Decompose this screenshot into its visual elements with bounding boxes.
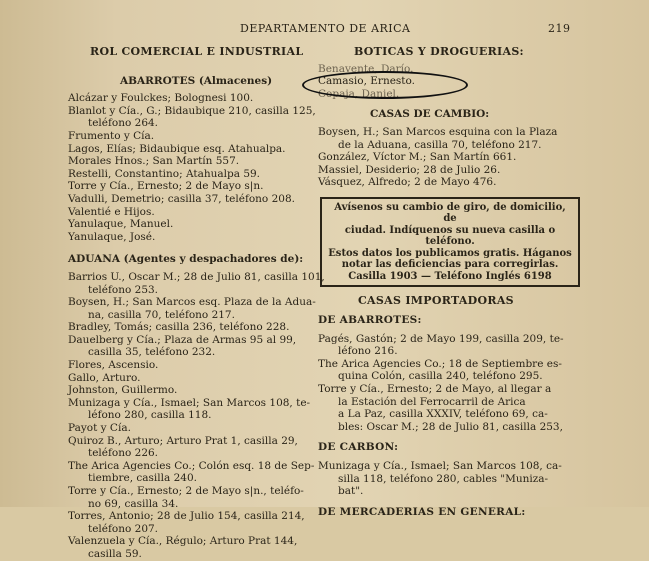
list-item: Torre y Cía., Ernesto; 2 de Mayo s|n.: [68, 180, 264, 193]
list-item: bles: Oscar M.; 28 de Julio 81, casilla 253,: [338, 420, 563, 433]
list-item: Dauelberg y Cía.; Plaza de Armas 95 al 99,: [68, 333, 297, 346]
list-item: Vadulli, Demetrio; casilla 37, teléfono 208.: [68, 192, 295, 205]
list-item: a La Paz, casilla XXXIV, teléfono 69, ca-: [338, 408, 548, 421]
list-item: Munizaga y Cía., Ismael; San Marcos 108, te-: [68, 396, 311, 409]
list-item: teléfono 264.: [88, 117, 159, 130]
list-item: Boysen, H.; San Marcos esq. Plaza de la Adua-: [68, 296, 316, 309]
list-item: Restelli, Constantino; Atahualpa 59.: [68, 167, 261, 180]
list-item: léfono 216.: [338, 345, 398, 358]
list-item: Yanulaque, José.: [68, 230, 156, 243]
list-item: no 69, casilla 34.: [88, 497, 179, 510]
right-column: [318, 44, 580, 518]
list-item: Massiel, Desiderio; 28 de Julio 26.: [318, 163, 501, 176]
list-item: Torres, Antonio; 28 de Julio 154, casilla 214,: [68, 510, 305, 523]
list-item: la Estación del Ferrocarril de Arica: [338, 395, 526, 408]
subheading-de-abarrotes: DE ABARROTES:: [318, 314, 422, 327]
list-item: Morales Hnos.; San Martín 557.: [68, 155, 240, 168]
list-item: Quiroz B., Arturo; Arturo Prat 1, casilla 29,: [68, 434, 298, 447]
list-item: Boysen, H.; San Marcos esquina con la Plaza: [318, 125, 558, 138]
list-item: Vásquez, Alfredo; 2 de Mayo 476.: [318, 176, 497, 189]
section-heading-aduana: ADUANA (Agentes y despachadores de):: [68, 253, 304, 266]
subheading-de-carbon: DE CARBON:: [318, 441, 399, 454]
page-number: 219: [548, 22, 571, 35]
list-item: Frumento y Cía.: [68, 129, 155, 142]
section-title-rol-comercial: ROL COMERCIAL E INDUSTRIAL: [90, 45, 304, 58]
list-item: teléfono 207.: [88, 522, 159, 535]
list-item: Flores, Ascensio.: [68, 359, 159, 372]
list-item: de la Aduana, casilla 70, teléfono 217.: [338, 138, 542, 151]
section-heading-casas-importadoras: CASAS IMPORTADORAS: [358, 294, 514, 308]
list-item: quina Colón, casilla 240, teléfono 295.: [338, 370, 543, 383]
notice-line: notar las deficiencias para corregirlas.: [341, 259, 559, 271]
list-item: Barrios U., Oscar M.; 28 de Julio 81, casilla 101,: [68, 270, 325, 283]
list-item: Torre y Cía., Ernesto; 2 de Mayo s|n., teléfo-: [68, 485, 304, 497]
list-item: Munizaga y Cía., Ismael; San Marcos 108, ca-: [318, 459, 562, 472]
list-item: Pagés, Gastón; 2 de Mayo 199, casilla 209, te-: [318, 332, 564, 345]
list-item: casilla 59.: [88, 547, 142, 560]
list-item: Torre y Cía., Ernesto; 2 de Mayo, al llegar a: [318, 383, 552, 395]
notice-line: Casilla 1903 — Teléfono Inglés 6198: [348, 270, 552, 282]
list-item: Copaja, Daniel.: [318, 87, 400, 100]
list-item: Valenzuela y Cía., Régulo; Arturo Prat 144,: [68, 535, 298, 548]
list-item: Valentié e Hijos.: [68, 205, 155, 218]
list-item: Yanulaque, Manuel.: [68, 218, 174, 231]
left-column: [68, 44, 325, 561]
list-item: léfono 280, casilla 118.: [88, 409, 212, 422]
list-item: Blanlot y Cía., G.; Bidaubique 210, casilla 125,: [68, 104, 316, 117]
section-heading-abarrotes: ABARROTES (Almacenes): [120, 74, 273, 87]
list-item: Johnston, Guillermo.: [68, 384, 178, 397]
list-item: teléfono 253.: [88, 283, 159, 296]
list-item: bat".: [338, 485, 364, 498]
list-item: González, Víctor M.; San Martín 661.: [318, 151, 517, 164]
list-item: The Arica Agencies Co.; Colón esq. 18 de Sep-: [68, 459, 315, 472]
list-item: Bradley, Tomás; casilla 236, teléfono 228.: [68, 321, 290, 334]
section-heading-casas-de-cambio: CASAS DE CAMBIO:: [370, 108, 490, 121]
list-item: silla 118, teléfono 280, cables "Muniza-: [338, 472, 549, 485]
section-heading-boticas: BOTICAS Y DROGUERIAS:: [354, 45, 524, 58]
list-item: casilla 35, teléfono 232.: [88, 346, 216, 359]
ink-circle-annotation: [302, 71, 468, 99]
list-item-highlighted: Camasio, Ernesto.: [318, 75, 415, 88]
list-item: tiembre, casilla 240.: [88, 472, 197, 485]
notice-box: [320, 197, 580, 288]
list-item: teléfono 226.: [88, 447, 159, 460]
list-item: na, casilla 70, teléfono 217.: [88, 308, 235, 321]
subheading-de-mercaderias: DE MERCADERIAS EN GENERAL:: [318, 505, 526, 518]
notice-line: Estos datos los publicamos gratis. Háganos: [328, 247, 572, 259]
list-item: Benavente, Darío.: [318, 62, 414, 75]
notice-line: ciudad. Indíquenos su nueva casilla o teléfono.: [344, 224, 556, 248]
list-item: Payot y Cía.: [68, 422, 131, 435]
list-item: The Arica Agencies Co.; 18 de Septiembre es-: [318, 357, 562, 370]
list-item: Gallo, Arturo.: [68, 371, 141, 384]
list-item: Lagos, Elías; Bidaubique esq. Atahualpa.: [68, 142, 286, 155]
list-item: Alcázar y Foulckes; Bolognesi 100.: [68, 92, 254, 105]
notice-line: Avísenos su cambio de giro, de domicilio, de: [334, 201, 566, 225]
department-title: DEPARTAMENTO DE ARICA: [240, 22, 411, 35]
